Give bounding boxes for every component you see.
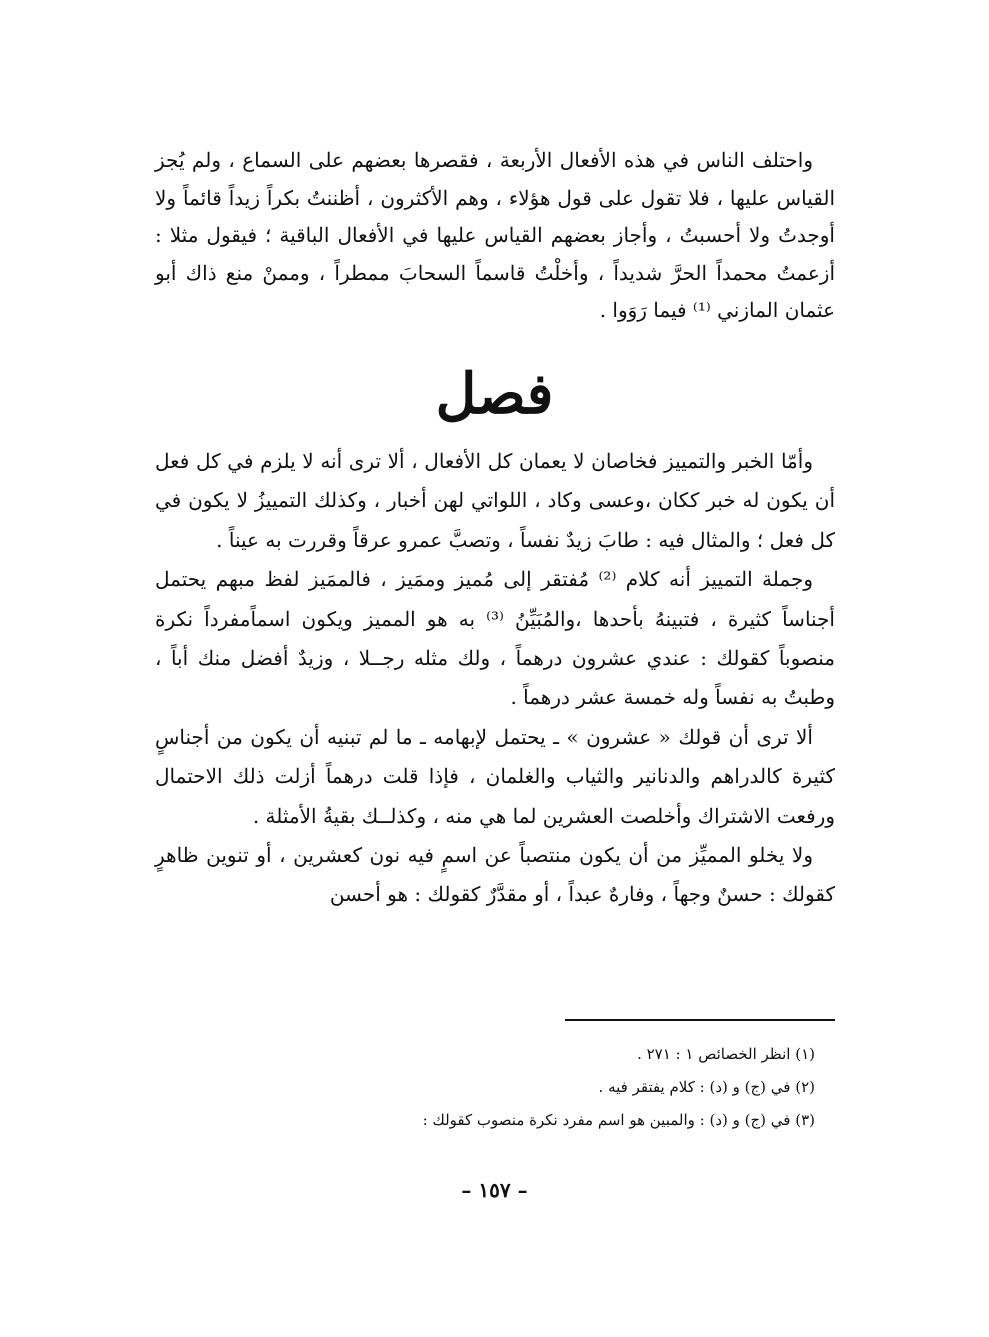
footnote-1: (١) انظر الخصائص ١ : ٢٧١ . xyxy=(637,1045,815,1063)
footnote-divider xyxy=(565,1019,835,1021)
body-paragraph-1: وأمّا الخبر والتمييز فخاصان لا يعمان كل الأفعال ، ألا ترى أنه لا يلزم في كل فعل أن يكون له خبر ككان ،وعسى وكاد ، اللواتي لهن أخبار ، وكذلك التمييزُ لا يكون في كل فعل ؛ والمثال فيه : طابَ زيدٌ نفساً ، وتصبَّ عمرو عرقاً وقررت به عيناً . xyxy=(155,449,835,552)
page-number: – ١٥٧ – xyxy=(461,1178,528,1202)
section-body xyxy=(155,442,835,915)
section-heading: فصل xyxy=(435,361,554,427)
footnote-3: (٣) في (ج) و (د) : والمبين هو اسم مفرد نكرة منصوب كقولك : xyxy=(422,1111,815,1129)
body-paragraph-2: وجملة التمييز أنه كلام ⁽²⁾ مُفتقر إلى مُميز وممَيز ، فالممَيز لفظ مبهم يحتمل أجناساً كثيرة ، فتبينهُ بأحدها ،والمُبَيِّنُ ⁽³⁾ به هو المميز ويكون اسماًمفرداً نكرة منصوباً كقولك : عندي عشرون درهماً ، ولك مثله رجــلا ، وزيدٌ أفضل منك أباً ، وطبتُ به نفساً وله خمسة عشر درهماً . xyxy=(155,567,835,710)
footnotes xyxy=(300,1038,815,1137)
body-paragraph-3: ألا ترى أن قولك « عشرون » ـ يحتمل لإبهامه ـ ما لم تبنيه أن يكون من أجناسٍ كثيرة كالدراهم والدنانير والثياب والغلمان ، فإذا قلت درهماً أزلت ذلك الاحتمال ورفعت الاشتراك وأخلصت العشرين لما هي منه ، وكذلــك بقيةُ الأمثلة . xyxy=(155,724,835,828)
intro-text-block xyxy=(155,142,835,330)
footnote-2: (٢) في (ج) و (د) : كلام يفتقر فيه . xyxy=(598,1078,815,1096)
intro-paragraph: واحتلف الناس في هذه الأفعال الأربعة ، فقصرها بعضهم على السماع ، ولم يُجز القياس عليها ، فلا تقول على قول هؤلاء ، وهم الأكثرون ، أظننتُ بكراً زيداً قائماً ولا أوجدتُ ولا أحسبتُ ، وأجاز بعضهم القياس عليها في الأفعال الباقية ؛ فيقول مثلا : أزعمتُ محمداً الحرَّ شديداً ، وأخلْتُ قاسماً السحابَ ممطراً ، وممنْ منع ذاك أبو عثمان المازني ⁽¹⁾ فيما رَوَوا . xyxy=(155,148,835,322)
body-paragraph-4: ولا يخلو المميِّز من أن يكون منتصباً عن اسمٍ فيه نون كعشرين ، أو تنوين ظاهرٍ كقولك : حسنٌ وجهاً ، وفارهٌ عبداً ، أو مقدَّرٌ كقولك : هو أحسن xyxy=(155,843,835,907)
